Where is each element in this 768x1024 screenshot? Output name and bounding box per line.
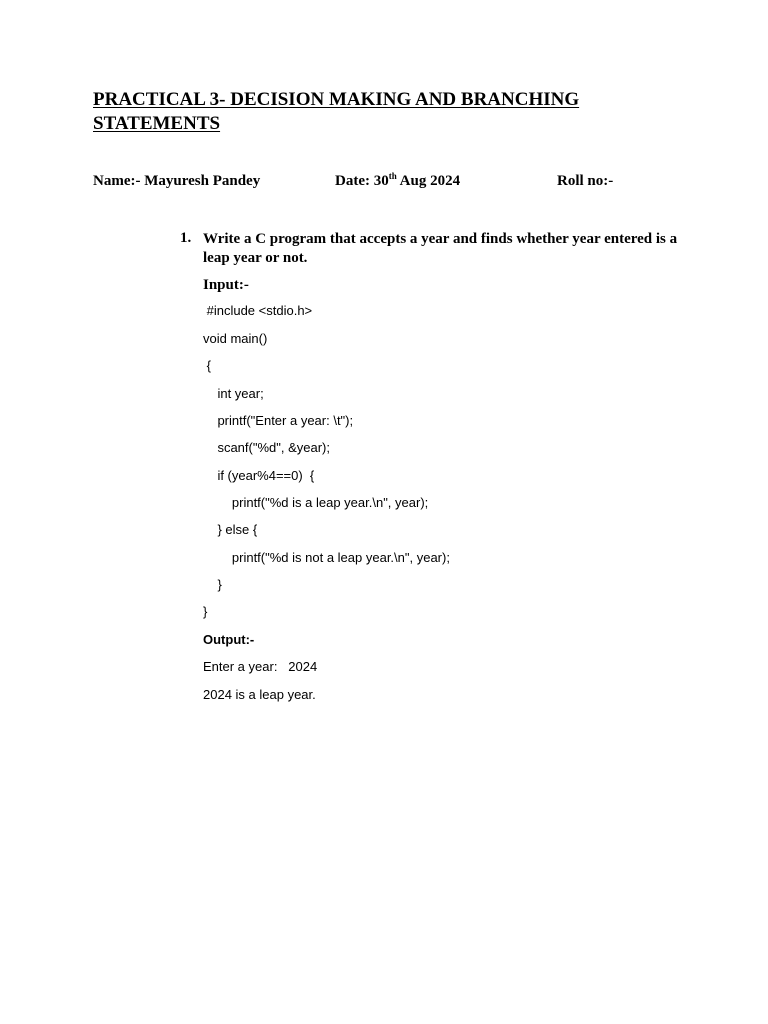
question-text: Write a C program that accepts a year and finds whether year entered is a leap year or not. bbox=[203, 231, 678, 266]
input-label: Input:- bbox=[203, 277, 249, 293]
output-line: 2024 is a leap year. bbox=[203, 687, 316, 702]
code-line: if (year%4==0) { bbox=[203, 468, 315, 483]
code-line: { bbox=[203, 358, 211, 373]
code-line: } bbox=[203, 604, 208, 619]
code-line: } bbox=[203, 577, 222, 592]
code-line: } else { bbox=[203, 522, 258, 537]
code-line: int year; bbox=[203, 386, 264, 401]
student-name: Name:- Mayuresh Pandey bbox=[93, 173, 261, 189]
code-line: scanf("%d", &year); bbox=[203, 440, 330, 455]
code-line: printf("Enter a year: \t"); bbox=[203, 413, 354, 428]
code-line: printf("%d is a leap year.\n", year); bbox=[203, 495, 429, 510]
document-title-text: PRACTICAL 3- DECISION MAKING AND BRANCHING STATEMENTS bbox=[93, 89, 580, 134]
code-line: #include <stdio.h> bbox=[203, 303, 313, 318]
question-number: 1. bbox=[180, 230, 192, 246]
document-title bbox=[93, 88, 653, 136]
code-line: printf("%d is not a leap year.\n", year); bbox=[203, 550, 450, 565]
date-suffix: Aug 2024 bbox=[396, 173, 461, 189]
output-label: Output:- bbox=[203, 632, 255, 647]
date-prefix: Date: 30 bbox=[335, 173, 389, 189]
date-field bbox=[335, 173, 460, 190]
roll-number: Roll no:- bbox=[557, 173, 614, 189]
date-ordinal-suffix: th bbox=[388, 171, 397, 181]
output-line: Enter a year: 2024 bbox=[203, 659, 318, 674]
code-line: void main() bbox=[203, 331, 268, 346]
